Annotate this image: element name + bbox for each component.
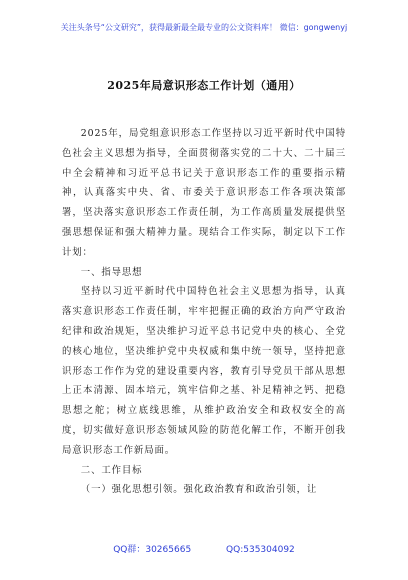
- footer-qq-group: QQ群：30265665: [113, 545, 192, 555]
- guiding-ideology-paragraph: 坚持以习近平新时代中国特色社会主义思想为指导，认真落实意识形态工作责任制，牢牢把握正确的政治方向严守政治纪律和政治规矩，坚决维护习近平总书记党中央的核心、全党的核心地位，坚决维护党中央权威和集中统一领导，坚持把意识形态工作作为党的建设重要内容，教育引导党员干部从思想上正本清源、固本培元，筑牢信仰之基、补足精神之钙、把稳思想之舵；树立底线思维，从维护政治安全和政权安全的高度，切实做好意识形态领域风险的防范化解工作，不断开创我局意识形态工作新局面。: [62, 286, 346, 456]
- document-body: [62, 124, 346, 500]
- footer-qq-number: QQ:535304092: [226, 545, 295, 555]
- document-page: [6, 6, 402, 574]
- work-goals-item-1: （一）强化思想引领。强化政治教育和政治引领，让: [80, 484, 318, 496]
- document-title: 2025年局意识形态工作计划（通用）: [107, 79, 301, 92]
- section-heading-work-goals: 二、工作目标: [80, 464, 143, 476]
- intro-paragraph: 2025年，局党组意识形态工作坚持以习近平新时代中国特色社会主义思想为指导，全面贯彻落实党的二十大、二十届三中全会精神和习近平总书记关于意识形态工作的重要指示精神，认真落实中央、省、市委关于意识形态工作各项决策部署，坚决落实意识形态工作责任制，为工作高质量发展提供坚强思想保证和强大精神力量。现结合工作实际，制定以下工作计划：: [62, 128, 346, 258]
- section-heading-guiding-ideology: 一、指导思想: [80, 266, 143, 278]
- footer-contact: [6, 542, 402, 555]
- header-banner: 关注头条号“公文研究”，获得最新最全最专业的公文资料库！ 微信：gongwenyj: [60, 23, 348, 32]
